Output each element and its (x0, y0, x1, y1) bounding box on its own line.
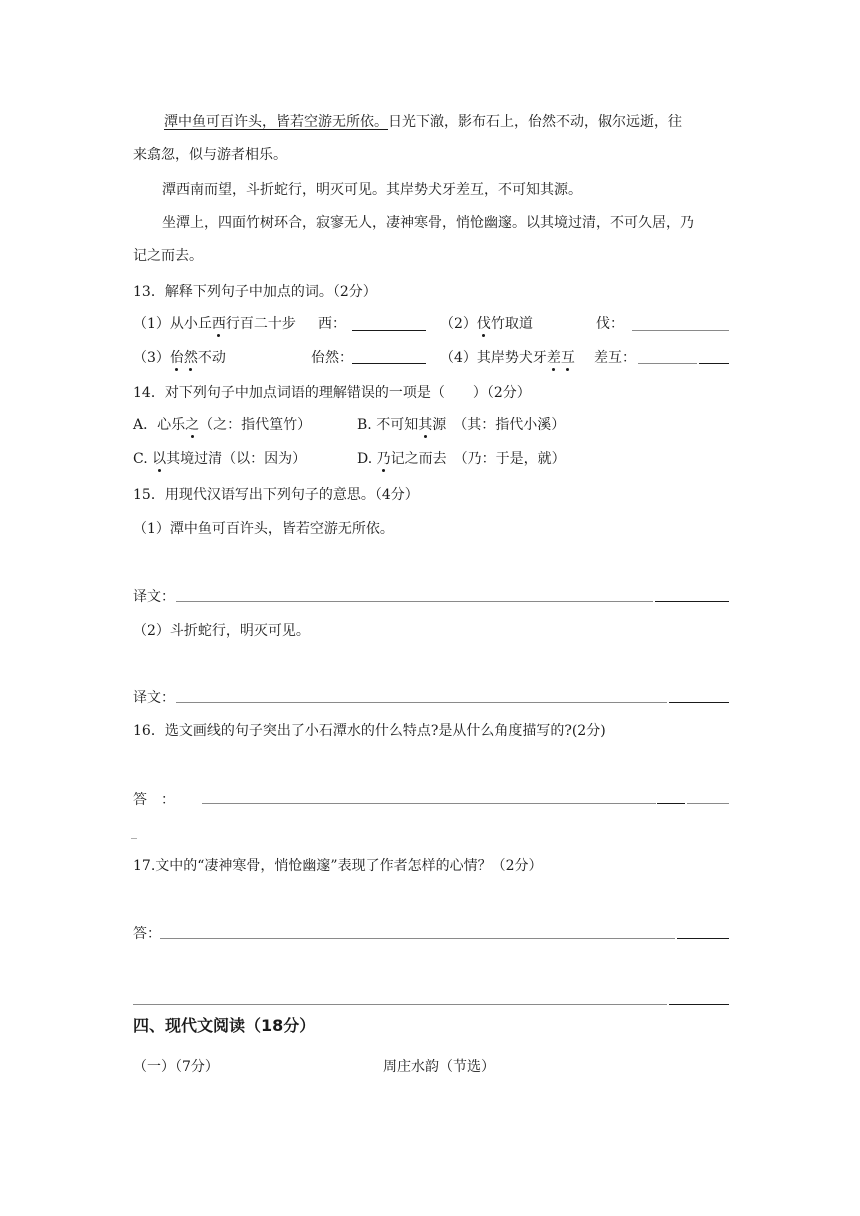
dotted-char: 其 (418, 417, 433, 433)
q16-answer-line-end (687, 803, 729, 804)
dotted-char: 乃 (376, 451, 391, 467)
q13-item-2-label: 伐： (596, 316, 624, 332)
q13-item-3-label: 佁然： (311, 350, 353, 366)
q15-answer-label-2: 译文： (133, 690, 175, 706)
q14-option-b[interactable]: B. 不可知其源 （其：指代小溪） (357, 417, 566, 433)
q14-option-d[interactable]: D. 乃记之而去 （乃：于是，就） (357, 451, 566, 467)
passage-paragraph-1-line-2: 来翕忽，似与游者相乐。 (133, 147, 287, 163)
passage-paragraph-2: 潭西南而望，斗折蛇行，明灭可见。其岸势犬牙差互，不可知其源。 (162, 182, 582, 198)
q13-item-4-blank-a[interactable] (638, 363, 697, 364)
q13-item-3: （3）佁然不动 (133, 350, 226, 366)
q16-trailing-mark: _ (131, 825, 137, 839)
q13-item-1-blank[interactable] (352, 330, 426, 331)
dotted-char: 以 (152, 451, 167, 467)
dotted-char: 互 (560, 350, 575, 366)
section-4-subheading: （一）（7分） (133, 1059, 219, 1075)
question-15-stem: 15．用现代汉语写出下列句子的意思。（4分） (133, 487, 419, 503)
q15-answer-line-1[interactable] (176, 601, 653, 602)
dotted-char: 佁 (169, 350, 184, 366)
passage-paragraph-1: 潭中鱼可百许头，皆若空游无所依。日光下澈，影布石上，佁然不动，俶尔远逝，往 (164, 114, 682, 130)
passage-paragraph-3: 坐潭上，四面竹树环合，寂寥无人，凄神寒骨，悄怆幽邃。以其境过清，不可久居，乃 (162, 215, 694, 231)
q15-answer-line-2[interactable] (176, 702, 667, 703)
dotted-char: 之 (185, 417, 200, 433)
q16-answer-line-mid (657, 803, 685, 804)
q17-answer-label: 答： (133, 926, 161, 942)
q13-item-4-label: 差互： (594, 350, 636, 366)
passage-paragraph-3-line-2: 记之而去。 (133, 248, 203, 264)
q13-item-3-blank[interactable] (352, 363, 426, 364)
q15-answer-line-1-end (655, 601, 729, 602)
q17-answer-line-2[interactable] (133, 1004, 667, 1005)
q13-item-4-blank-b[interactable] (699, 363, 729, 364)
dotted-char: 然 (183, 350, 198, 366)
q14-option-c[interactable]: C. 以其境过清（以：因为） (133, 451, 307, 467)
reading-title: 周庄水韵（节选） (383, 1059, 495, 1075)
q13-item-1-label: 西： (318, 316, 346, 332)
q15-answer-line-2-end (669, 702, 729, 703)
q13-item-2-blank[interactable] (632, 330, 729, 331)
q16-answer-label: 答 ： (133, 792, 175, 808)
dotted-char: 西 (211, 316, 226, 332)
q15-sentence-2: （2）斗折蛇行，明灭可见。 (133, 623, 310, 639)
question-17-stem: 17.文中的“凄神寒骨，悄怆幽邃”表现了作者怎样的心情？（2分） (133, 858, 543, 874)
question-13-stem: 13．解释下列句子中加点的词。（2分） (133, 284, 377, 300)
q17-answer-line-1[interactable] (160, 938, 675, 939)
question-16-stem: 16．选文画线的句子突出了小石潭水的什么特点?是从什么角度描写的?(2分) (133, 723, 606, 739)
q13-item-1: （1）从小丘西行百二十步 (133, 316, 296, 332)
q13-item-2: （2）伐竹取道 (440, 316, 533, 332)
q17-answer-line-2-end (669, 1004, 729, 1005)
underlined-sentence: 潭中鱼可百许头，皆若空游无所依。 (164, 114, 388, 130)
q14-option-a[interactable]: A．心乐之（之：指代篁竹） (133, 417, 312, 433)
q15-sentence-1: （1）潭中鱼可百许头，皆若空游无所依。 (133, 521, 394, 537)
question-14-stem: 14．对下列句子中加点词语的理解错误的一项是（ ）（2分） (133, 385, 531, 401)
q16-answer-line[interactable] (202, 803, 656, 804)
q17-answer-line-1-end (677, 938, 729, 939)
section-4-heading: 四、现代文阅读（18分） (133, 1016, 316, 1035)
q13-item-4: （4）其岸势犬牙差互 (440, 350, 575, 366)
q15-answer-label-1: 译文： (133, 589, 175, 605)
dotted-char: 差 (546, 350, 561, 366)
dotted-char: 伐 (476, 316, 491, 332)
